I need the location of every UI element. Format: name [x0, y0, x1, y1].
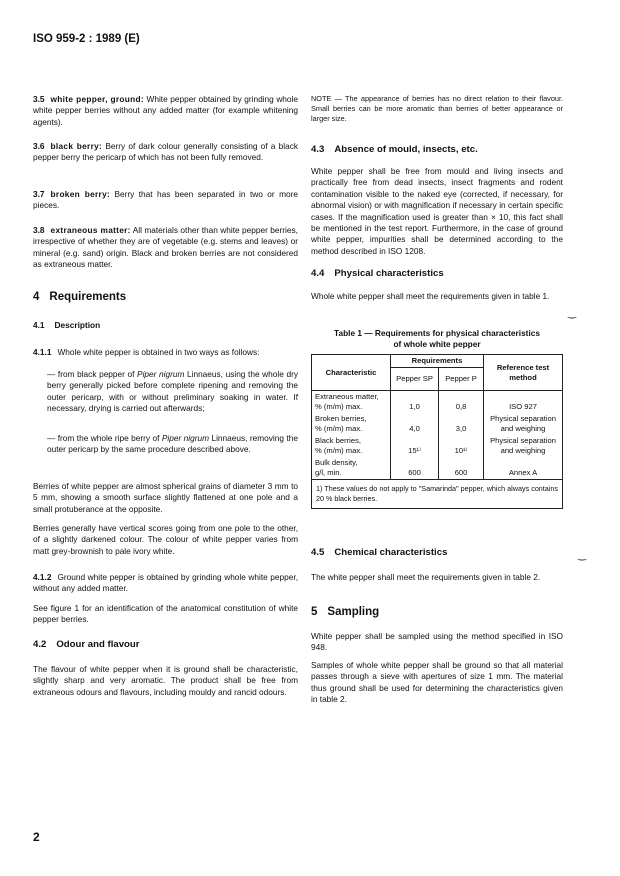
term: black berry: — [50, 141, 103, 151]
clause-number: 4.1.2 — [33, 572, 52, 582]
header-reference: Reference test method — [484, 355, 563, 391]
heading-number: 5 — [311, 606, 318, 618]
paragraph: The flavour of white pepper when it is ground shall be characteristic, slightly sharp and very aromatic. The product shall be free from extraneous odours and flavours, including mouldy and rancid odours. — [33, 664, 298, 697]
cell-p: 600 — [439, 457, 484, 480]
note: NOTE — The appearance of berries has no direct relation to their flavour. Small berries can be more aromatic than berries of better appearance or larger size. — [311, 94, 563, 123]
heading-number: 4.1 — [33, 320, 45, 330]
page-number: 2 — [33, 830, 40, 844]
text: Extraneous matter, — [315, 392, 379, 401]
clause-number: 3.8 — [33, 225, 45, 235]
clause-number: 3.6 — [33, 141, 45, 151]
heading-number: 4.4 — [311, 268, 325, 279]
heading-number: 4 — [33, 291, 40, 303]
heading-number: 4.2 — [33, 639, 47, 650]
heading-title: Odour and flavour — [56, 639, 140, 650]
term: white pepper, ground: — [50, 94, 144, 104]
cell-characteristic — [312, 413, 391, 435]
clause-4-1-2 — [33, 572, 298, 595]
definition: Berry of dark colour generally consisting of a black pepper berry the pericarp of which has not been fully removed. — [33, 141, 299, 163]
cell-sp: 600 — [391, 457, 439, 480]
table-row — [312, 457, 563, 480]
cell-sp: 4,0 — [391, 413, 439, 435]
cell-characteristic — [312, 457, 391, 480]
cell-characteristic — [312, 391, 391, 414]
paragraph: White pepper shall be free from mould and living insects and practically free from dead insects, insect fragments and rodent contamination visible to the naked eye (corrected, if necessary, for abnormal vision) or with magnification if necessary in certain specific cases. If the magnification used is greater than × 10, this fact shall be mentioned in the test report. Furthermore, in the case of ground white pepper, impurities shall be determined according to the method described in ISO 1208. — [311, 166, 563, 256]
paragraph: See figure 1 for an identification of the anatomical constitution of white pepper berries. — [33, 603, 298, 625]
header-requirements: Requirements — [391, 355, 484, 368]
list-item — [33, 369, 298, 415]
heading-4-4 — [311, 268, 563, 279]
paragraph: White pepper shall be sampled using the method specified in ISO 948. — [311, 631, 563, 653]
heading-title: Absence of mould, insects, etc. — [334, 144, 478, 155]
clause-3-5 — [33, 94, 298, 128]
cell-p: 3,0 — [439, 413, 484, 435]
text: Bulk density, — [315, 458, 358, 467]
text: % (m/m) max. — [315, 446, 363, 455]
heading-4 — [33, 292, 298, 303]
header-p: Pepper P — [439, 368, 484, 391]
text: Broken berries, — [315, 414, 367, 423]
header-characteristic: Characteristic — [312, 355, 391, 391]
paragraph: Berries generally have vertical scores going from one pole to the other, of a slightly darkened colour. The colour of white pepper varies from matt grey-brownish to pale ivory white. — [33, 523, 298, 556]
table-row — [312, 391, 563, 414]
cell-characteristic — [312, 435, 391, 457]
paragraph: The white pepper shall meet the requirements given in table 2. — [311, 572, 541, 582]
cell-reference: Physical separation and weighing — [484, 413, 563, 435]
heading-5 — [311, 607, 563, 618]
table-row — [312, 413, 563, 435]
species-name: Piper nigrum — [161, 433, 210, 443]
paragraph: Whole white pepper shall meet the requirements given in table 1. — [311, 291, 550, 301]
definition: Berry that has been separated in two or more pieces. — [33, 189, 298, 211]
cell-sp: 15¹⁾ — [391, 435, 439, 457]
margin-mark: ‿ — [568, 308, 577, 319]
heading-title: Sampling — [327, 606, 380, 618]
document-header: ISO 959-2 : 1989 (E) — [33, 33, 140, 45]
text: g/l, min. — [315, 468, 342, 477]
caption-line: Table 1 — Requirements for physical characteristics — [334, 328, 540, 338]
clause-4-1-1 — [33, 347, 298, 358]
term: extraneous matter: — [50, 225, 131, 235]
clause-3-8 — [33, 225, 298, 271]
term: broken berry: — [50, 189, 111, 199]
text: Black berries, — [315, 436, 362, 445]
heading-4-2 — [33, 639, 298, 650]
heading-title: Description — [54, 320, 101, 330]
cell-sp: 1,0 — [391, 391, 439, 414]
clause-3-6 — [33, 141, 298, 164]
clause-number: 3.5 — [33, 94, 45, 104]
caption-line: of whole white pepper — [393, 339, 481, 349]
paragraph: Berries of white pepper are almost spherical grains of diameter 3 mm to 5 mm, showing a smooth surface slightly flattened at one pole and a small protuberance at the opposite. — [33, 481, 298, 514]
heading-title: Chemical characteristics — [334, 547, 448, 558]
text: Linnaeus, removing the outer pericarp by the same procedure described above. — [47, 433, 298, 455]
heading-title: Requirements — [49, 291, 127, 303]
definition: White pepper obtained by grinding whole white pepper berries without any added matter (for example whitening agents). — [33, 94, 298, 127]
list-item — [33, 433, 298, 456]
requirements-table — [311, 354, 563, 509]
text: Linnaeus, using the whole dry berry generally picked before complete ripening and removing the outer pericarp, with or without preliminary soaking in water. If necessary, drying is carried out afterwards; — [47, 369, 298, 414]
clause-number: 3.7 — [33, 189, 45, 199]
margin-mark: ‿ — [578, 550, 587, 561]
clause-3-7 — [33, 189, 298, 212]
heading-4-5 — [311, 547, 563, 558]
clause-number: 4.1.1 — [33, 347, 52, 357]
table-footnote: 1) These values do not apply to "Samarinda" pepper, which always contains 20 % black berries. — [312, 480, 563, 509]
table-row — [312, 435, 563, 457]
text: % (m/m) max. — [315, 402, 363, 411]
definition: All materials other than white pepper berries, irrespective of whether they are of vegetable (e.g. stems and leaves) or mineral (e.g. sand) origin. Black and broken berries are not considered as extraneous matter. — [33, 225, 298, 270]
table-caption — [311, 328, 563, 350]
heading-number: 4.5 — [311, 547, 325, 558]
cell-reference: ISO 927 — [484, 391, 563, 414]
heading-title: Physical characteristics — [334, 268, 444, 279]
clause-text: Whole white pepper is obtained in two ways as follows: — [57, 347, 260, 357]
paragraph: Samples of whole white pepper shall be ground so that all material passes through a sieve with apertures of size 1 mm. The material thus ground shall be used for determining the characteristics given in table 2. — [311, 660, 563, 705]
cell-reference: Physical separation and weighing — [484, 435, 563, 457]
clause-text: Ground white pepper is obtained by grinding whole white pepper, without any added matter. — [33, 572, 298, 594]
heading-number: 4.3 — [311, 144, 325, 155]
species-name: Piper nigrum — [137, 369, 185, 379]
cell-p: 0,8 — [439, 391, 484, 414]
text: — from black pepper of — [47, 369, 138, 379]
heading-4-3 — [311, 144, 563, 155]
cell-p: 10¹⁾ — [439, 435, 484, 457]
header-sp: Pepper SP — [391, 368, 439, 391]
heading-4-1 — [33, 320, 298, 331]
text: — from the whole ripe berry of — [47, 433, 162, 443]
cell-reference: Annex A — [484, 457, 563, 480]
text: % (m/m) max. — [315, 424, 363, 433]
